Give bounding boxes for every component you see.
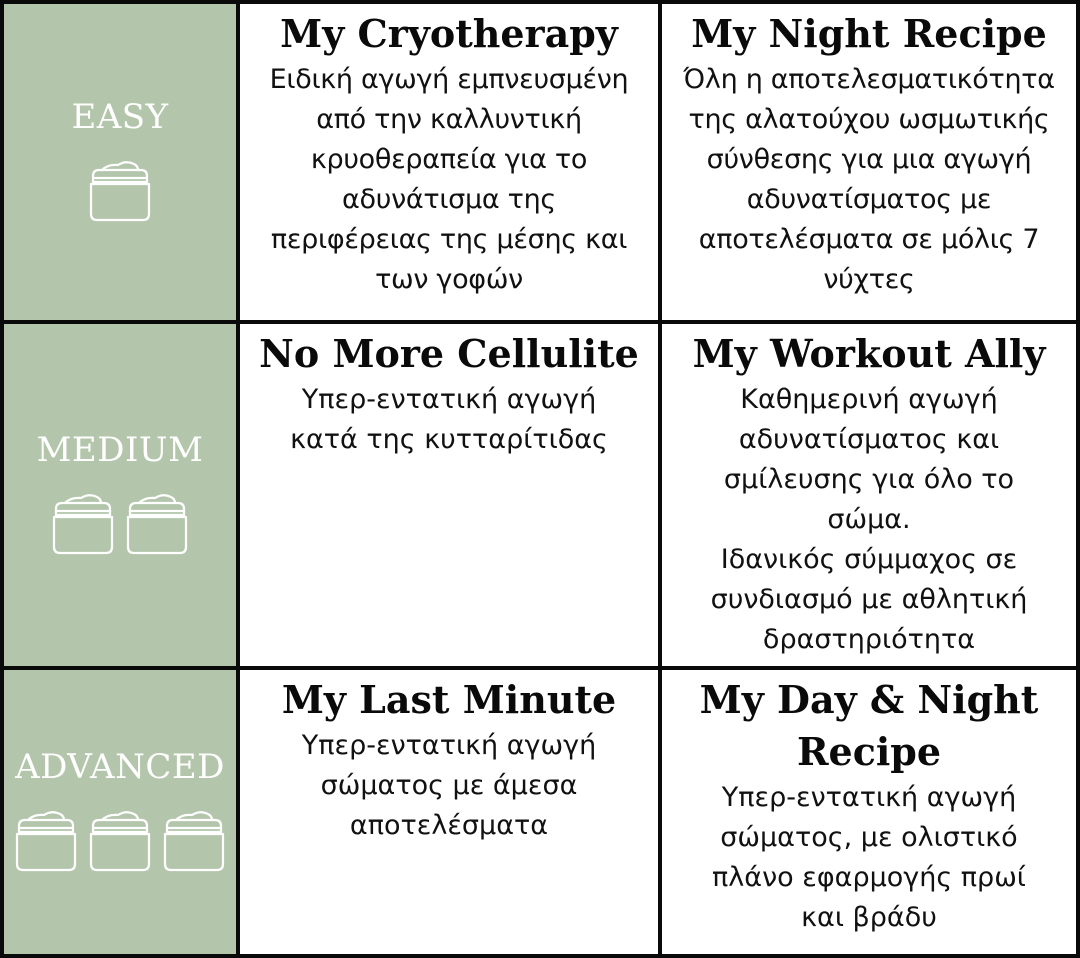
product-description: Υπερ-εντατική αγωγή κατά της κυτταρίτιδας	[290, 384, 608, 455]
product-title: My Night Recipe	[691, 11, 1047, 56]
cream-jar-icon	[14, 806, 78, 874]
product-title: My Last Minute	[281, 677, 617, 722]
jar-group-medium	[51, 489, 189, 557]
level-cell-easy	[4, 4, 236, 320]
product-description: Υπερ-εντατική αγωγή σώματος με άμεσα αποτελέσματα	[301, 730, 597, 841]
cream-jar-icon	[88, 806, 152, 874]
level-label-medium: MEDIUM	[36, 430, 204, 470]
cream-jar-icon	[88, 156, 152, 224]
product-cell-my-night-recipe	[662, 4, 1076, 320]
product-description: Ειδική αγωγή εμπνευσμένη από την καλλυντική κρυοθεραπεία για το αδυνάτισμα της περιφέρειας της μέσης και των γοφών	[269, 64, 629, 295]
product-description: Όλη η αποτελεσματικότητα της αλατούχου ωσμωτικής σύνθεσης για μια αγωγή αδυνατίσματος με αποτελέσματα σε μόλις 7 νύχτες	[683, 64, 1055, 295]
level-cell-medium	[4, 324, 236, 666]
product-description: Καθημερινή αγωγή αδυνατίσματος και σμίλευσης για όλο το σώμα. Ιδανικός σύμμαχος σε συνδιασμό με αθλητική δραστηριότητα	[710, 384, 1028, 655]
product-cell-my-workout-ally	[662, 324, 1076, 666]
product-cell-my-day-and-night-recipe	[662, 670, 1076, 954]
product-title: No More Cellulite	[259, 331, 639, 376]
product-cell-my-last-minute	[240, 670, 658, 954]
level-cell-advanced	[4, 670, 236, 954]
jar-group-easy	[88, 156, 152, 224]
product-cell-my-cryotherapy	[240, 4, 658, 320]
cream-jar-icon	[162, 806, 226, 874]
product-title: My Cryotherapy	[280, 11, 618, 56]
product-title: My Workout Ally	[692, 331, 1046, 376]
cream-jar-icon	[51, 489, 115, 557]
level-label-advanced: ADVANCED	[15, 747, 225, 787]
cream-jar-icon	[125, 489, 189, 557]
product-title: My Day & Night Recipe	[699, 677, 1039, 774]
level-label-easy: EASY	[71, 97, 169, 137]
product-cell-no-more-cellulite	[240, 324, 658, 666]
jar-group-advanced	[14, 806, 226, 874]
product-description: Υπερ-εντατική αγωγή σώματος, με ολιστικό πλάνο εφαρμογής πρωί και βράδυ	[712, 782, 1026, 933]
